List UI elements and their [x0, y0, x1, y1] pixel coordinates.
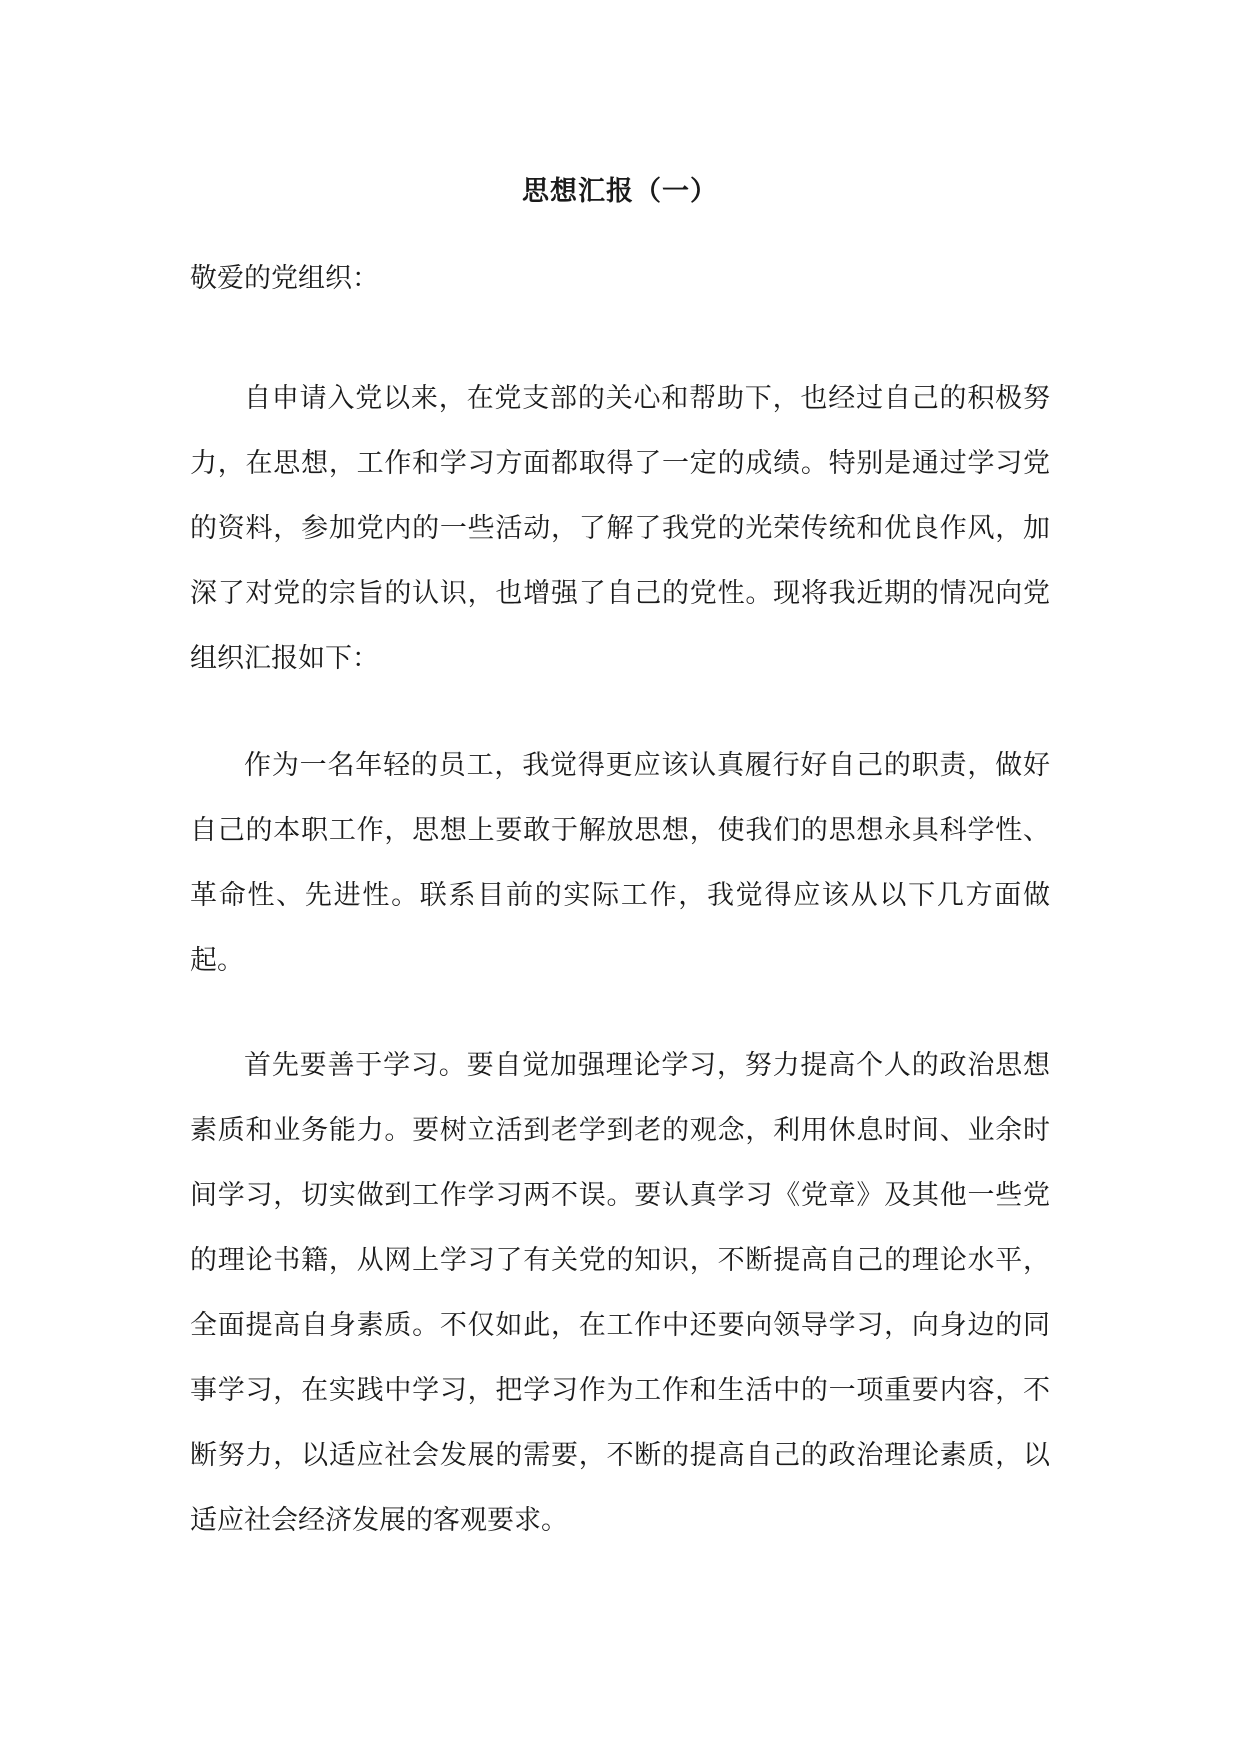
document-title: 思想汇报（一）: [522, 176, 718, 207]
paragraph-2: 作为一名年轻的员工，我觉得更应该认真履行好自己的职责，做好自己的本职工作，思想上要敢于解放思想，使我们的思想永具科学性、革命性、先进性。联系目前的实际工作，我觉得应该从以下几方面做起。: [190, 750, 1050, 976]
paragraph-3: 首先要善于学习。要自觉加强理论学习，努力提高个人的政治思想素质和业务能力。要树立活到老学到老的观念，利用休息时间、业余时间学习，切实做到工作学习两不误。要认真学习《党章》及其他一些党的理论书籍，从网上学习了有关党的知识，不断提高自己的理论水平，全面提高自身素质。不仅如此，在工作中还要向领导学习，向身边的同事学习，在实践中学习，把学习作为工作和生活中的一项重要内容，不断努力，以适应社会发展的需要，不断的提高自己的政治理论素质，以适应社会经济发展的客观要求。: [190, 1050, 1050, 1536]
paragraph-1: 自申请入党以来，在党支部的关心和帮助下，也经过自己的积极努力，在思想，工作和学习方面都取得了一定的成绩。特别是通过学习党的资料，参加党内的一些活动，了解了我党的光荣传统和优良作风，加深了对党的宗旨的认识，也增强了自己的党性。现将我近期的情况向党组织汇报如下：: [190, 383, 1050, 674]
salutation: 敬爱的党组织：: [190, 263, 379, 294]
